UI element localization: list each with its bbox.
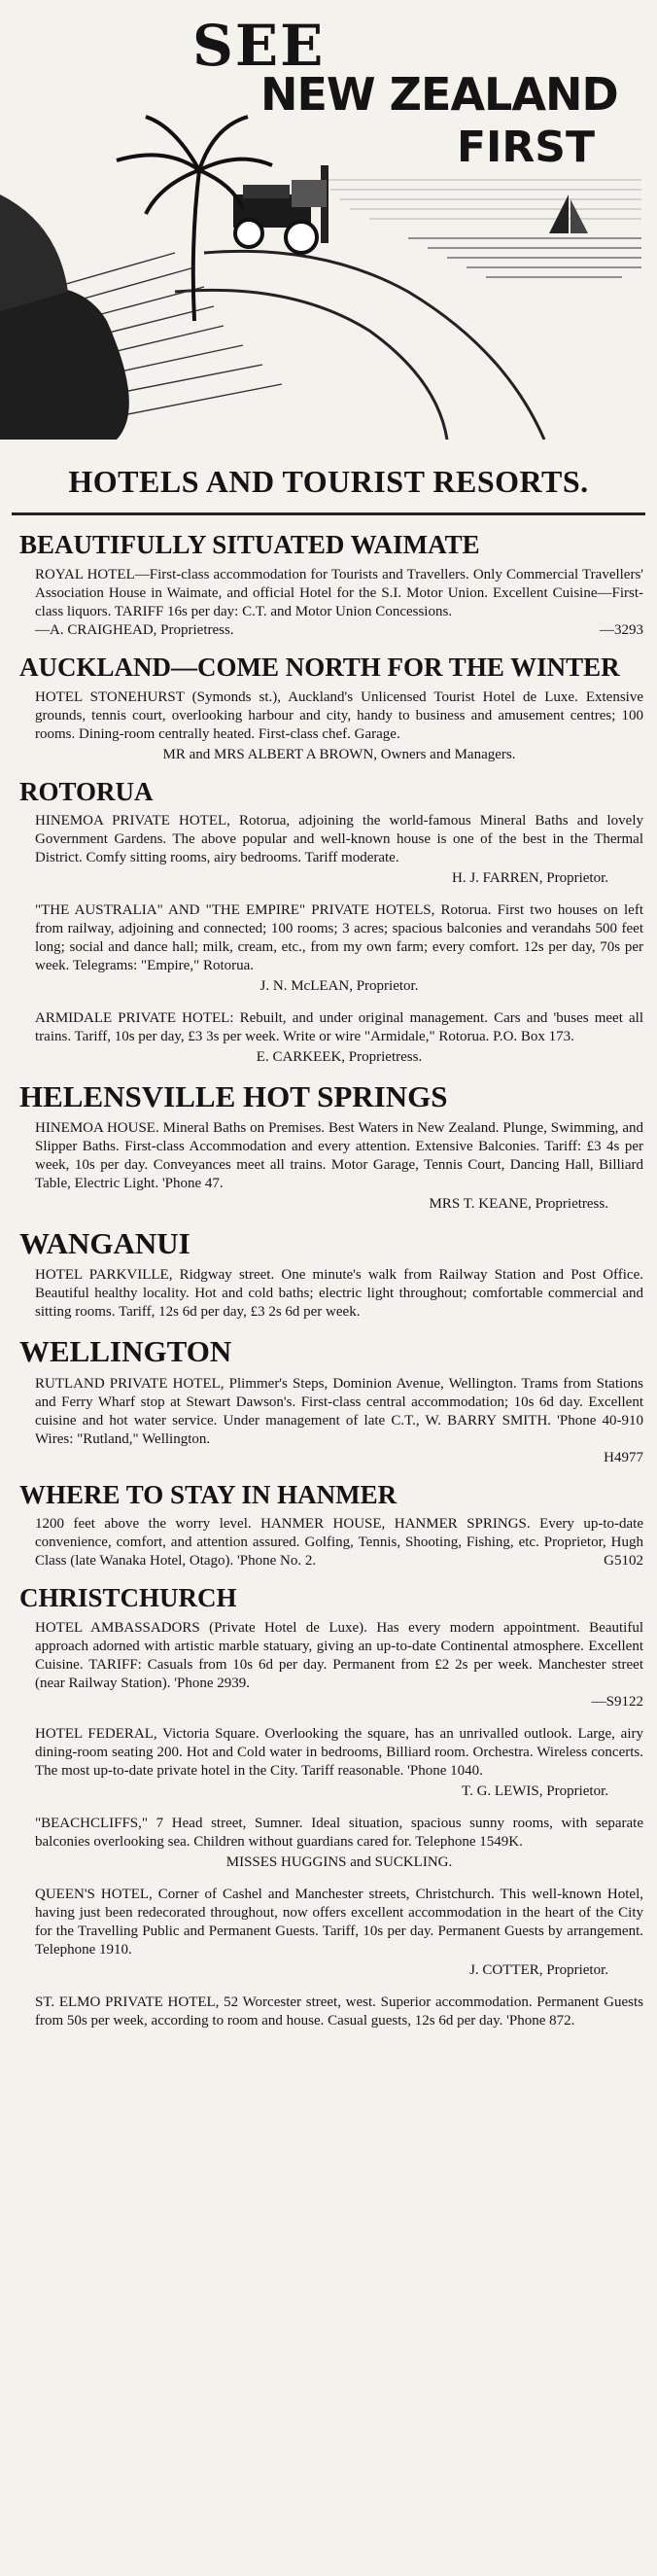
listing-body: "BEACHCLIFFS," 7 Head street, Sumner. Ideal situation, spacious sunny rooms, with separate balconies overlooking sea. Children without guardians cared for. Telephone 1549K. [35,1815,643,1850]
section-heading: BEAUTIFULLY SITUATED WAIMATE [19,530,480,560]
section-waimate [0,531,657,640]
listing-signature: MRS T. KEANE, Proprietress. [429,1196,608,1213]
listing-body: ST. ELMO PRIVATE HOTEL, 52 Worcester street, west. Superior accommodation. Permanent Guests from 50s per week, according to room and house. Casual guests, 12s 6d per day. 'Phone 872. [35,1994,643,2029]
listing-body: 1200 feet above the worry level. HANMER HOUSE, HANMER SPRINGS. Every up-to-date convenience, comfort, and attention assured. Golfing, Tennis, Shooting, Fishing, etc. Proprietor, Hugh Class (late Wanaka Hotel, Otago). 'Phone No. 2. [35,1516,643,1570]
ad-code: —3293 [600,621,643,638]
listing-body: HOTEL AMBASSADORS (Private Hotel de Luxe). Has every modern appointment. Beautiful approach adorned with artistic marble statuary, giving an up-to-date Continental atmosphere. Excellent Cuisine. TARIFF: Casuals from 10s 6d per day. Permanent from £2 2s per week. Manchester street (near Railway Station). 'Phone 2939. [35,1619,643,1691]
listing-hotel-stonehurst [19,688,643,764]
listing-signature: J. COTTER, Proprietor. [469,1961,608,1978]
listing-signature: MR and MRS ALBERT A BROWN, Owners and Managers. [162,746,516,762]
section-heading: WANGANUI [19,1226,190,1261]
listing-body: ARMIDALE PRIVATE HOTEL: Rebuilt, and under original management. Cars and 'buses meet all trains. Tariff, 10s per day, £3 3s per week. Write or wire "Armidale," Rotorua. P.O. Box 173. [35,1010,643,1045]
listing-beachcliffs [19,1815,643,1872]
listing-signature: E. CARKEEK, Proprietress. [256,1049,423,1066]
banner-new-zealand-text: NEW ZEALAND [260,68,618,121]
listing-hinemoa-private-hotel [19,812,643,888]
divider [12,512,645,515]
listing-body: HOTEL STONEHURST (Symonds st.), Auckland's Unlicensed Tourist Hotel de Luxe. Extensive grounds, tennis court, overlooking harbour and city, handy to business and amusement centres; 100 rooms. Dining-room centrally heated. First-class chef. Garage. [35,688,643,742]
listing-body: RUTLAND PRIVATE HOTEL, Plimmer's Steps, Dominion Avenue, Wellington. Trams from Stations and Ferry Wharf stop at Stewart Dawson's. First-class central accommodation; 10s 6d day. Excellent cuisine and hot water service. Under management of late C.T., W. BARRY SMITH. 'Phone 40-910 Wires: "Rutland," Wellington. [35,1375,643,1447]
listing-body: QUEEN'S HOTEL, Corner of Cashel and Manchester streets, Christchurch. This well-known Hotel, having just been redecorated throughout, now offers excellent accommodation in the heart of the City for the Travelling Public and Permanent Guests. Tariff, 10s per day. Permanent Guests by arrangement. Telephone 1910. [35,1886,643,1958]
listing-signature: MISSES HUGGINS and SUCKLING. [225,1853,453,1870]
section-heading: AUCKLAND—COME NORTH FOR THE WINTER [19,652,620,682]
listing-rutland-private-hotel [19,1375,643,1467]
listing-armidale-private-hotel [19,1009,643,1067]
listing-body: HINEMOA HOUSE. Mineral Baths on Premises. Best Waters in New Zealand. Plunge, Swimming, and Slipper Baths. First-class Accommodation and every attention. Extensive Balconies. Tariff: £3 4s per week, 10s per day. Conveyances meet all trains. Motor Garage, Tennis Court, Dancing Hall, Billiard Table, Electric Light. 'Phone 47. [35,1120,643,1192]
listing-signature: —A. CRAIGHEAD, Proprietress. [35,621,234,638]
listing-signature: T. G. LEWIS, Proprietor. [462,1782,608,1799]
section-heading: CHRISTCHURCH [19,1583,237,1613]
listing-body: "THE AUSTRALIA" AND "THE EMPIRE" PRIVATE HOTELS, Rotorua. First two houses on left from railway, adjoining and connected; 100 rooms; 3 acres; spacious balconies and verandahs 500 feet long; social and dance hall; milk, cream, etc., from my own farm; every comfort. 12s per day, 70s per week. Telegrams: "Empire," Rotorua. [35,902,643,974]
section-christchurch [0,1584,657,2030]
listing-st-elmo-private-hotel [19,1994,643,2030]
listing-body: HOTEL PARKVILLE, Ridgway street. One minute's walk from Railway Station and Post Office. Beautiful healthy locality. Hot and cold baths; electric light throughout; comfortable commercial and sitting rooms. Tariff, 12s 6d per day, £3 2s 6d per week. [35,1267,643,1321]
page-title: HOTELS AND TOURIST RESORTS. [68,464,589,499]
section-wanganui [0,1227,657,1322]
listing-body: HOTEL FEDERAL, Victoria Square. Overlooking the square, has an unrivalled outlook. Large, airy dining-room seating 200. Hot and Cold water in bedrooms, Billiard room. Orchestra. Wireless concerts. The most up-to-date private hotel in the City. Tariff reasonable. 'Phone 1040. [35,1725,643,1779]
coastal-scene-drawing [0,0,657,440]
listing-body: HINEMOA PRIVATE HOTEL, Rotorua, adjoining the world-famous Mineral Baths and lovely Government Gardens. The above popular and well-known house is one of the best in the Thermal District. Comfy sitting rooms, airy bedrooms. Tariff moderate. [35,813,643,866]
section-rotorua [0,778,657,1068]
ad-code: —S9122 [591,1693,643,1710]
listing-australia-empire-hotels [19,901,643,996]
listing-body: ROYAL HOTEL—First-class accommodation for Tourists and Travellers. Only Commercial Travellers' Association House in Waimate, and official Hotel for the S.I. Motor Union. Excellent Cuisine—First-class liquors. TARIFF 16s per day: C.T. and Motor Union Concessions. [35,566,643,619]
section-wellington [0,1335,657,1466]
listing-royal-hotel [19,566,643,640]
listing-signature: J. N. McLEAN, Proprietor. [259,978,419,995]
listing-hanmer-house [19,1515,643,1570]
listing-signature: H. J. FARREN, Proprietor. [452,870,608,887]
section-heading: WHERE TO STAY IN HANMER [19,1479,398,1509]
listing-hotel-ambassadors [19,1619,643,1711]
section-heading: ROTORUA [19,776,154,806]
section-hanmer [0,1481,657,1571]
banner-first-text: FIRST [457,123,596,172]
listing-hotel-federal [19,1725,643,1801]
section-auckland [0,653,657,764]
section-heading: WELLINGTON [19,1334,232,1369]
listing-queens-hotel [19,1886,643,1980]
section-heading: HELENSVILLE HOT SPRINGS [19,1079,448,1114]
banner-see-text: SEE [192,13,326,79]
ad-code: G5102 [604,1553,643,1570]
section-helensville [0,1080,657,1214]
ad-code: H4977 [604,1449,643,1465]
banner-illustration [0,0,657,440]
listing-hinemoa-house [19,1119,643,1214]
listing-hotel-parkville [19,1266,643,1322]
